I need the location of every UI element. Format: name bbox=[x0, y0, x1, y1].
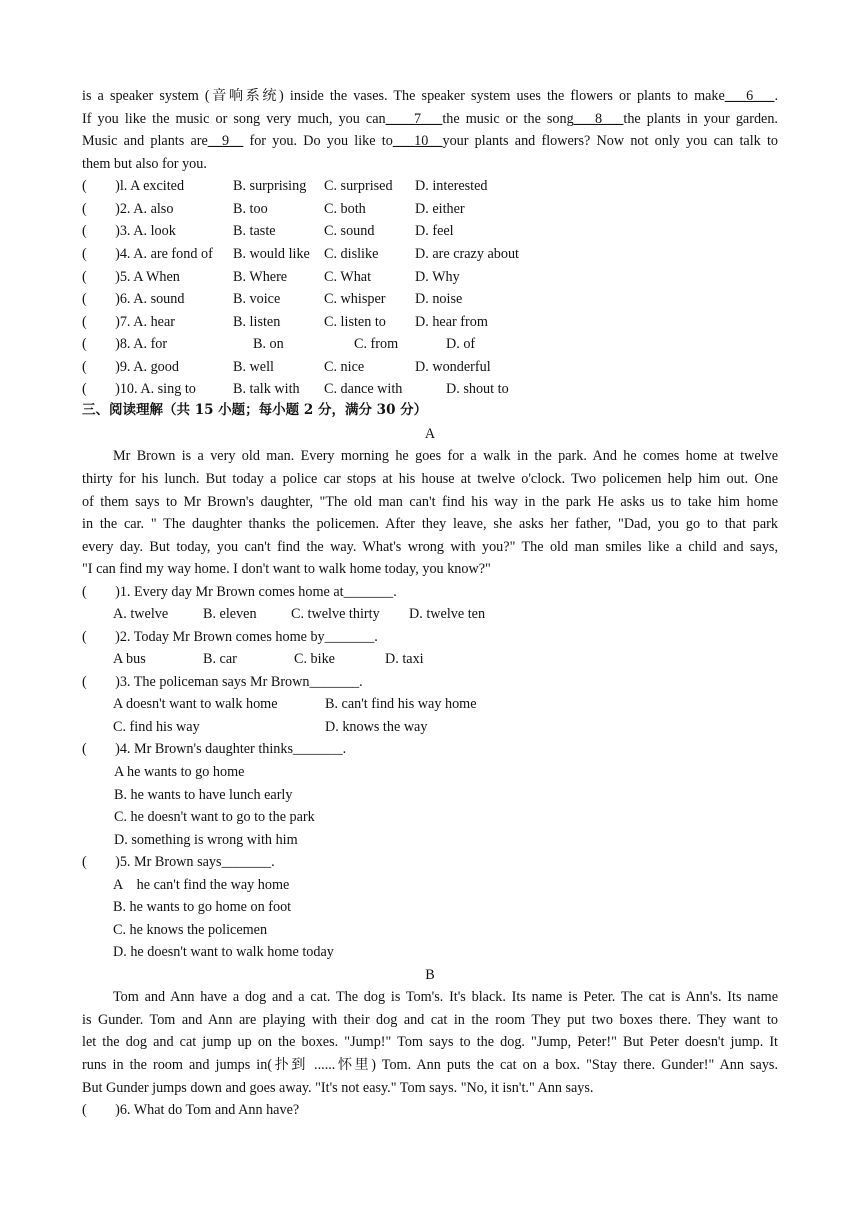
passage-a-line: in the car. " The daughter thanks the policemen. After they leave, she asks her father, "Dad, you go to that park bbox=[82, 516, 778, 532]
cloze-text: the plants in your garden. bbox=[623, 111, 778, 127]
cloze-option-d: D. feel bbox=[415, 223, 454, 239]
cloze-line-3 bbox=[82, 131, 778, 151]
cloze-question-num-option-a: ( )4. A. are fond of bbox=[82, 246, 213, 262]
cloze-option-c: C. both bbox=[324, 201, 366, 217]
cloze-question-num-option-a: ( )8. A. for bbox=[82, 336, 168, 352]
option-c: C. twelve thirty bbox=[291, 606, 380, 622]
blank-10: ___10__ bbox=[392, 133, 443, 149]
cloze-option-c: C. nice bbox=[324, 359, 365, 375]
cloze-option-d: D. wonderful bbox=[415, 359, 491, 375]
cloze-option-c: C. surprised bbox=[324, 178, 393, 194]
cloze-text: If you like the music or song very much, you can bbox=[82, 111, 386, 127]
cloze-question-num-option-a: ( )6. A. sound bbox=[82, 291, 185, 307]
cloze-option-d: D. are crazy about bbox=[415, 246, 519, 262]
option-d: D. twelve ten bbox=[409, 606, 486, 622]
cloze-option-d: D. hear from bbox=[415, 314, 488, 330]
cloze-option-d: D. Why bbox=[415, 269, 460, 285]
question-stem: ( )3. The policeman says Mr Brown_______. bbox=[82, 674, 363, 690]
blank-8: ___8___ bbox=[573, 111, 624, 127]
cloze-option-b: B. listen bbox=[233, 314, 281, 330]
cloze-text: the music or the song bbox=[442, 111, 574, 127]
option-c: C. he doesn't want to go to the park bbox=[114, 809, 315, 825]
cloze-option-b: B. would like bbox=[233, 246, 310, 262]
cloze-option-d: D. interested bbox=[415, 178, 488, 194]
option-c: C. find his way bbox=[113, 719, 200, 735]
cloze-text: for you. Do you like to bbox=[243, 133, 393, 149]
passage-a-label: A bbox=[424, 426, 436, 442]
cloze-option-c: C. What bbox=[324, 269, 372, 285]
option-b: B. eleven bbox=[203, 606, 257, 622]
cloze-question-num-option-a: ( )3. A. look bbox=[82, 223, 176, 239]
cloze-option-b: B. taste bbox=[233, 223, 276, 239]
question-stem: ( )5. Mr Brown says_______. bbox=[82, 854, 275, 870]
cloze-option-c: C. whisper bbox=[324, 291, 386, 307]
cloze-line-2 bbox=[82, 109, 778, 129]
cloze-option-b: B. talk with bbox=[233, 381, 300, 397]
passage-a-line: of them says to Mr Brown's daughter, "The old man can't find his way in the park He asks us to take him home bbox=[82, 494, 778, 510]
cloze-question-num-option-a: ( )5. A When bbox=[82, 269, 180, 285]
blank-9: __9__ bbox=[207, 133, 244, 149]
cloze-question-num-option-a: ( )l. A excited bbox=[82, 178, 185, 194]
passage-a-line: thirty for his lunch. But today a police car stops at his house at twelve o'clock. Two policemen help him out. One bbox=[82, 471, 778, 487]
passage-b-label: B bbox=[425, 967, 435, 983]
option-a: A bus bbox=[113, 651, 146, 667]
cloze-text: Music and plants are bbox=[82, 133, 208, 149]
cloze-option-c: C. listen to bbox=[324, 314, 386, 330]
cloze-question-num-option-a: ( )9. A. good bbox=[82, 359, 179, 375]
cloze-option-b: B. voice bbox=[233, 291, 281, 307]
option-d: D. knows the way bbox=[325, 719, 428, 735]
cloze-question-num-option-a: ( )2. A. also bbox=[82, 201, 174, 217]
cloze-line-4: them but also for you. bbox=[82, 156, 207, 172]
cloze-option-c: C. dance with bbox=[324, 381, 403, 397]
question-stem: ( )1. Every day Mr Brown comes home at_______. bbox=[82, 584, 397, 600]
passage-b-line: let the dog and cat jump up on the boxes. "Jump!" Tom says to the dog. "Jump, Peter!" But Peter doesn't jump. It bbox=[82, 1034, 778, 1050]
cloze-option-b: B. well bbox=[233, 359, 274, 375]
cloze-option-d: D. of bbox=[446, 336, 476, 352]
cloze-option-d: D. shout to bbox=[446, 381, 509, 397]
option-d: D. he doesn't want to walk home today bbox=[113, 944, 334, 960]
cloze-option-b: B. on bbox=[253, 336, 284, 352]
cloze-line-1 bbox=[82, 86, 778, 106]
option-c: C. bike bbox=[294, 651, 335, 667]
option-a: A he can't find the way home bbox=[113, 877, 290, 893]
cloze-option-b: B. surprising bbox=[233, 178, 307, 194]
cloze-option-c: C. from bbox=[354, 336, 399, 352]
option-a: A doesn't want to walk home bbox=[113, 696, 278, 712]
option-b: B. he wants to have lunch early bbox=[114, 787, 293, 803]
passage-a-line: every day. But today, you can't find the way. What's wrong with you?" The old man smiles like a child and says, bbox=[82, 539, 778, 555]
cloze-option-d: D. either bbox=[415, 201, 465, 217]
question-stem: ( )4. Mr Brown's daughter thinks_______. bbox=[82, 741, 347, 757]
cloze-question-num-option-a: ( )7. A. hear bbox=[82, 314, 175, 330]
option-d: D. something is wrong with him bbox=[114, 832, 298, 848]
cloze-text: . bbox=[774, 88, 778, 104]
passage-b-line: runs in the room and jumps in(扑到 ......怀里) Tom. Ann puts the cat on a box. "Stay there. Gunder!" Ann says. bbox=[82, 1057, 778, 1073]
option-a: A. twelve bbox=[113, 606, 169, 622]
passage-a-line: "I can find my way home. I don't want to walk home today, you know?" bbox=[82, 561, 491, 577]
passage-b-line: But Gunder jumps down and goes away. "It's not easy." Tom says. "No, it isn't." Ann says. bbox=[82, 1080, 594, 1096]
passage-b-line: Tom and Ann have a dog and a cat. The dog is Tom's. It's black. Its name is Peter. The cat is Ann's. Its name bbox=[113, 989, 778, 1005]
blank-6: ___6___ bbox=[724, 88, 775, 104]
option-c: C. he knows the policemen bbox=[113, 922, 268, 938]
cloze-question-num-option-a: ( )10. A. sing to bbox=[82, 381, 196, 397]
question-stem: ( )6. What do Tom and Ann have? bbox=[82, 1102, 300, 1118]
cloze-text: your plants and flowers? Now not only you can talk to bbox=[442, 133, 778, 149]
cloze-option-c: C. dislike bbox=[324, 246, 379, 262]
cloze-option-c: C. sound bbox=[324, 223, 375, 239]
option-a: A he wants to go home bbox=[114, 764, 245, 780]
passage-a-line: Mr Brown is a very old man. Every morning he goes for a walk in the park. And he comes home at twelve bbox=[113, 448, 778, 464]
option-b: B. car bbox=[203, 651, 237, 667]
passage-b-line: is Gunder. Tom and Ann are playing with their dog and cat in the room They put two boxes there. They want to bbox=[82, 1012, 778, 1028]
cloze-option-d: D. noise bbox=[415, 291, 463, 307]
cloze-option-b: B. Where bbox=[233, 269, 288, 285]
option-b: B. can't find his way home bbox=[325, 696, 477, 712]
blank-7: ____7___ bbox=[385, 111, 443, 127]
option-d: D. taxi bbox=[385, 651, 424, 667]
question-stem: ( )2. Today Mr Brown comes home by_______. bbox=[82, 629, 378, 645]
cloze-text: is a speaker system (音响系统) inside the vases. The speaker system uses the flowers or plants to make bbox=[82, 88, 725, 104]
option-b: B. he wants to go home on foot bbox=[113, 899, 292, 915]
section-3-title: 三、阅读理解（共 15 小题；每小题 2 分，满分 30 分） bbox=[82, 402, 428, 418]
cloze-option-b: B. too bbox=[233, 201, 268, 217]
